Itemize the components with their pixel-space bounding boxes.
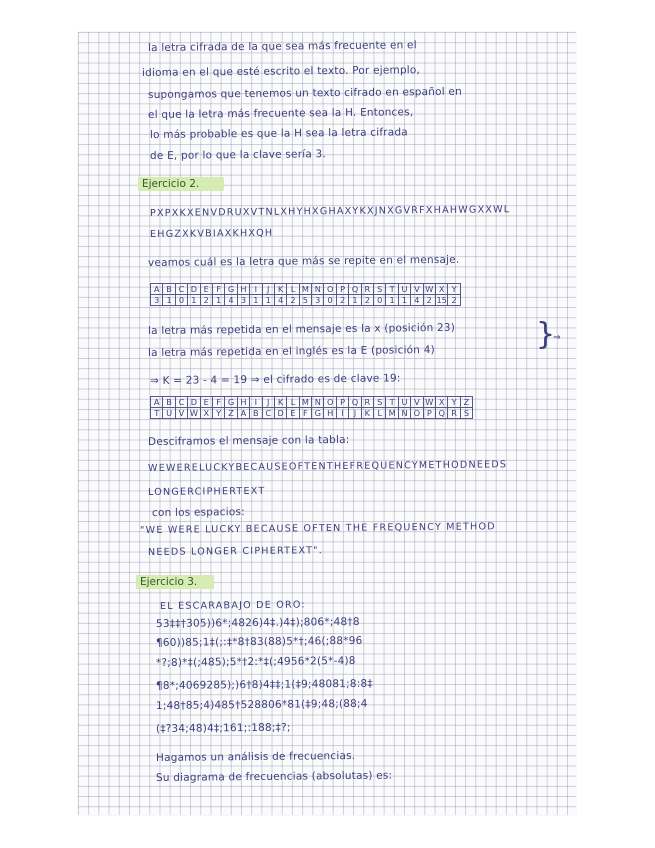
shift-cipher-cell: H [324,408,336,419]
shift-cipher-row [151,408,473,419]
shift-plain-cell: Q [349,397,361,408]
exercise-3-header: Ejercicio 3. [140,576,198,588]
frequency-count-cell: 1 [386,295,398,306]
analysis-line: Su diagrama de frecuencias (absolutas) es: [155,769,393,784]
frequency-count-cell: 1 [212,295,224,306]
frequency-letter-cell: X [435,284,447,295]
frequency-letter-cell: N [312,284,324,295]
shift-cipher-cell: G [312,408,324,419]
plaintext-line: LONGERCIPHERTEXT [147,485,266,498]
cipher-symbols-line: 1;48†85;4)485†528806*81(‡9;48;(88;4 [155,697,368,712]
cipher-symbols-line: ¶60))85;1‡(;:‡*8†83(88)5*†;46(;88*96 [155,634,363,649]
frequency-letter-cell: D [188,284,200,295]
shift-plain-cell: C [175,397,187,408]
frequency-count-cell: 1 [163,295,175,306]
shift-cipher-cell: S [460,408,472,419]
shift-cipher-cell: Y [212,408,224,419]
shift-cipher-cell: W [188,408,200,419]
shift-plain-cell: S [374,397,386,408]
shift-plain-cell: J [262,397,274,408]
frequency-letter-cell: A [151,284,163,295]
frequency-letter-cell: Q [349,284,361,295]
spaces-intro: con los espacios: [151,506,245,519]
frequency-counts-row [151,295,461,306]
shift-plain-cell: P [336,397,348,408]
frequency-letter-cell: T [386,284,398,295]
shift-plain-cell: Y [448,397,460,408]
frequency-letter-cell: K [274,284,286,295]
observation-line: la letra más repetida en el mensaje es la x (posición 23) [147,321,456,337]
frequency-count-cell: 2 [200,295,212,306]
frequency-count-cell: 1 [262,295,274,306]
key-line: ⇒ K = 23 - 4 = 19 ⇒ el cifrado es de clave 19: [149,372,401,387]
intro-line: idioma en el que esté escrito el texto. Por ejemplo, [141,64,421,79]
frequency-count-cell: 2 [361,295,373,306]
shift-table [150,396,473,419]
shift-plain-cell: L [287,397,299,408]
frequency-letter-cell: V [411,284,423,295]
shift-cipher-cell: R [448,408,460,419]
intro-line: el que la letra más frecuente sea la H. Entonces, [147,106,414,121]
shift-plain-cell: H [237,397,249,408]
shift-plain-cell: A [151,397,163,408]
shift-plain-cell: M [299,397,311,408]
cipher-line: EHGZXKVBIAXKHXQH [149,227,274,240]
frequency-letter-cell: C [175,284,187,295]
frequency-count-cell: 1 [349,295,361,306]
frequency-count-cell: 2 [287,295,299,306]
shift-plain-cell: F [212,397,224,408]
shift-cipher-cell: X [200,408,212,419]
count-intro: veamos cuál es la letra que más se repite en el mensaje. [147,253,460,269]
frequency-count-cell: 1 [250,295,262,306]
cipher-symbols-line: 53‡‡†305))6*;4826)4‡.)4‡);806*;48†8 [155,615,360,630]
shift-plain-cell: R [361,397,373,408]
frequency-letter-cell: J [262,284,274,295]
shift-cipher-cell: E [287,408,299,419]
shift-plain-cell: N [312,397,324,408]
frequency-table [150,283,461,306]
frequency-count-cell: 4 [274,295,286,306]
frequency-count-cell: 2 [336,295,348,306]
frequency-count-cell: 1 [398,295,410,306]
shift-cipher-cell: T [151,408,163,419]
shift-cipher-cell: V [175,408,187,419]
frequency-count-cell: 0 [175,295,187,306]
frequency-letter-cell: Y [448,284,460,295]
shift-cipher-cell: M [386,408,398,419]
frequency-letter-cell: O [324,284,336,295]
shift-plain-row [151,397,473,408]
frequency-count-cell: 5 [299,295,311,306]
intro-line: de E, por lo que la clave sería 3. [149,148,326,162]
decode-intro: Desciframos el mensaje con la tabla: [147,433,350,448]
intro-line: lo más probable es que la H sea la letra cifrada [149,126,408,141]
frequency-count-cell: 3 [151,295,163,306]
frequency-letter-cell: H [237,284,249,295]
intro-line: supongamos que tenemos un texto cifrado en español en [147,85,462,101]
shift-cipher-cell: P [423,408,435,419]
shift-cipher-cell: K [361,408,373,419]
cipher-symbols-line: (‡?34;48)4‡;161;:188;‡?; [155,721,291,735]
frequency-count-cell: 3 [237,295,249,306]
frequency-count-cell: 0 [324,295,336,306]
frequency-letter-cell: W [423,284,435,295]
shift-cipher-cell: D [274,408,286,419]
frequency-letter-cell: R [361,284,373,295]
shift-cipher-cell: F [299,408,311,419]
frequency-count-cell: 4 [225,295,237,306]
frequency-count-cell: 0 [374,295,386,306]
frequency-count-cell: 4 [411,295,423,306]
frequency-letters-row [151,284,461,295]
shift-plain-cell: B [163,397,175,408]
frequency-count-cell: 3 [312,295,324,306]
shift-cipher-cell: O [411,408,423,419]
shift-cipher-cell: Q [435,408,447,419]
shift-cipher-cell: Z [225,408,237,419]
shift-cipher-cell: I [336,408,348,419]
frequency-letter-cell: S [374,284,386,295]
shift-plain-cell: E [200,397,212,408]
frequency-count-cell: 2 [448,295,460,306]
shift-cipher-cell: U [163,408,175,419]
spaced-plaintext-line: "WE WERE LUCKY BECAUSE OFTEN THE FREQUENCY METHOD [139,521,496,536]
right-brace-icon: } [536,317,556,352]
frequency-letter-cell: U [398,284,410,295]
shift-cipher-cell: C [262,408,274,419]
shift-plain-cell: I [250,397,262,408]
frequency-count-cell: 1 [188,295,200,306]
shift-plain-cell: O [324,397,336,408]
shift-cipher-cell: A [237,408,249,419]
shift-plain-cell: U [398,397,410,408]
shift-cipher-cell: B [250,408,262,419]
analysis-line: Hagamos un análisis de frecuencias. [155,749,356,764]
frequency-letter-cell: G [225,284,237,295]
shift-plain-cell: G [225,397,237,408]
shift-cipher-cell: N [398,408,410,419]
spaced-plaintext-line: NEEDS LONGER CIPHERTEXT". [147,545,324,558]
frequency-letter-cell: L [287,284,299,295]
frequency-letter-cell: F [212,284,224,295]
exercise-2-header: Ejercicio 2. [142,178,200,190]
frequency-letter-cell: M [299,284,311,295]
cipher-symbols-line: ¶8*;4069285);)6†8)4‡‡;1(‡9;48081;8:8‡ [155,677,373,692]
plaintext-line: WEWERELUCKYBECAUSEOFTENTHEFREQUENCYMETHODNEEDS [147,459,508,474]
cipher-symbols-line: *?;8)*‡(;485);5*†2:*‡(;4956*2(5*-4)8 [155,654,356,669]
frequency-letter-cell: B [163,284,175,295]
shift-plain-cell: K [274,397,286,408]
frequency-letter-cell: E [200,284,212,295]
frequency-count-cell: 2 [423,295,435,306]
implies-arrow: ⇒ [553,333,561,343]
story-title: EL ESCARABAJO DE ORO: [159,599,306,612]
observation-line: la letra más repetida en el inglés es la E (posición 4) [147,343,435,359]
frequency-count-cell: 15 [436,295,447,305]
frequency-letter-cell: I [250,284,262,295]
cipher-line: PXPXKXENVDRUXVTNLXHYHXGHAXYKXJNXGVRFXHAHWGXXWL [149,204,511,219]
intro-line: la letra cifrada de la que sea más frecuente en el [147,39,417,54]
shift-plain-cell: V [411,397,423,408]
shift-plain-cell: D [188,397,200,408]
shift-cipher-cell: J [349,408,361,419]
frequency-letter-cell: P [336,284,348,295]
shift-plain-cell: Z [460,397,472,408]
shift-plain-cell: W [423,397,435,408]
shift-cipher-cell: L [374,408,386,419]
shift-plain-cell: X [435,397,447,408]
shift-plain-cell: T [386,397,398,408]
